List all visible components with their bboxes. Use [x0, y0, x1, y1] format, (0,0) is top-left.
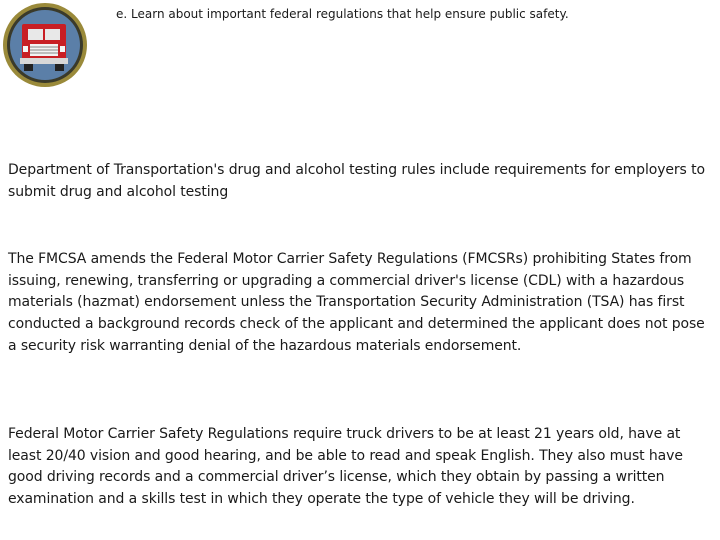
merit-badge-truck-icon — [2, 2, 88, 88]
paragraph-fmcsa-hazmat: The FMCSA amends the Federal Motor Carrier Safety Regulations (FMCSRs) prohibiting States from issuing, renewing, transferring or upgrading a commercial driver's license (CDL) with a hazardous materials (hazmat) endorsement unless the Transportation Security Administration (TSA) has first conducted a background records check of the applicant and determined the applicant does not pose a security risk warranting denial of the hazardous materials endorsement. — [8, 251, 705, 354]
paragraph-driver-requirements: Federal Motor Carrier Safety Regulations require truck drivers to be at least 21 years old, have at least 20/40 vision and good hearing, and be able to read and speak English. They also must have good driving records and a commercial driver’s license, which they obtain by passing a written examination and a skills test in which they operate the type of vehicle they will be driving. — [8, 426, 683, 508]
paragraph-drug-alcohol-testing: Department of Transportation's drug and alcohol testing rules include requirements for employers to submit drug and alcohol testing — [8, 162, 705, 200]
section-heading: e. Learn about important federal regulations that help ensure public safety. — [116, 7, 569, 21]
